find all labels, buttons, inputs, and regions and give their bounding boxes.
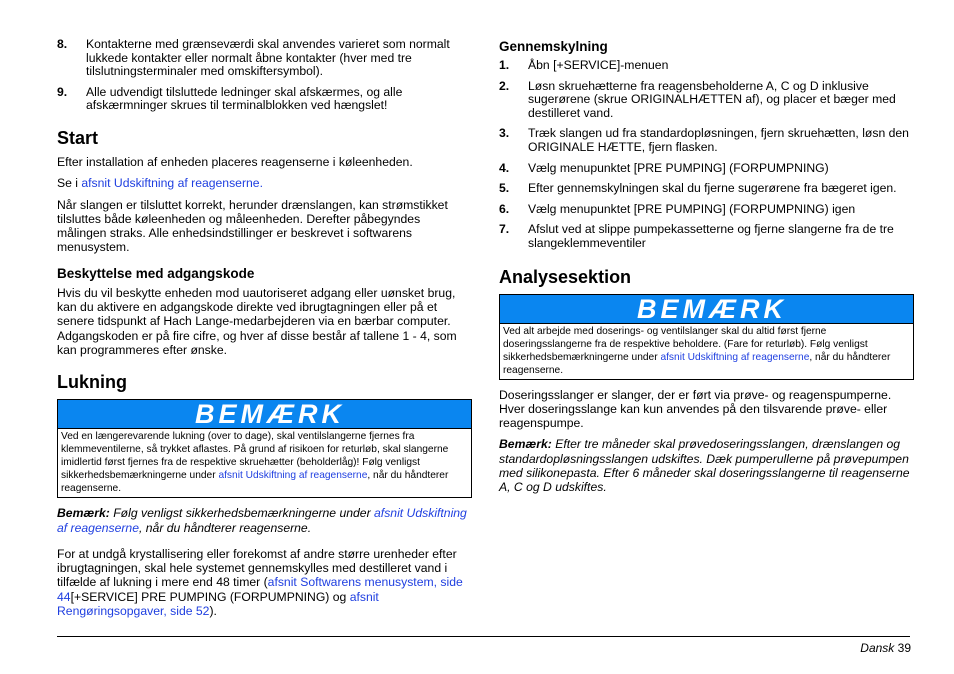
password-protection-paragraph: Hvis du vil beskytte enheden mod uautoriseret adgang eller uønsket brug, kan du aktivere en adgangskode direkte ved ibrugtagningen eller på et senere tidspunkt af Hach Lange-medarbejderen via en bærbar computer. Adgangskoden er på fire cifre, og hver af disse består af tallene 1 - 4, som kan programmeres efter ønske. bbox=[57, 285, 457, 357]
notice-title: BEMÆRK bbox=[58, 400, 471, 429]
list-item bbox=[499, 127, 914, 154]
list-text: Vælg menupunktet [PRE PUMPING] (FORPUMPNING) igen bbox=[528, 201, 856, 216]
list-number: 6. bbox=[499, 201, 510, 216]
list-text: Træk slangen ud fra standardopløsningen, fjern skruehætten, løsn den ORIGINALE HÆTTE, fjern flasken. bbox=[528, 126, 909, 154]
list-number: 9. bbox=[57, 84, 68, 99]
list-text: Kontakterne med grænseværdi skal anvendes varieret som normalt lukkede kontakter eller normalt åbne kontakter (hver med tre tilslutningsterminaler med omskiftersymbol). bbox=[86, 37, 450, 79]
notice-text: Ved alt arbejde med doserings- og ventilslanger skal du altid først fjerne doseringsslangerne fra de respektive beholdere. (Fare for returløb). Følg venligst sikkerhedsbemærkningerne under bbox=[503, 325, 868, 363]
list-text: Vælg menupunktet [PRE PUMPING] (FORPUMPNING) bbox=[528, 160, 829, 175]
list-item bbox=[499, 203, 914, 217]
list-item bbox=[499, 162, 914, 176]
left-column bbox=[57, 38, 472, 625]
cleaning-tasks-link[interactable]: afsnit Rengøringsopgaver, side 52 bbox=[57, 589, 379, 619]
page-footer bbox=[860, 641, 911, 655]
start-paragraph-3: Når slangen er tilsluttet korrekt, herunder drænslangen, kan strømstikket tilsluttes både køleenheden og måleenheden. Derefter påbegyndes målingen straks. Alle enhedsindstillinger er beskrevet i softwarens menusystem. bbox=[57, 197, 448, 255]
list-text: Løsn skruehætterne fra reagensbeholderne A, C og D inklusive sugerørene (skrue ORIGINALHÆTTEN af), og placer et bæger med destilleret vand. bbox=[528, 78, 896, 120]
remark-reagent-link[interactable]: afsnit Udskiftning af reagenserne bbox=[57, 506, 467, 535]
notice-suffix: , når du håndterer reagenserne. bbox=[61, 470, 449, 495]
list-text: Åbn [+SERVICE]-menuen bbox=[528, 58, 669, 72]
list-text: Efter gennemskylningen skal du fjerne sugerørene fra bægeret igen. bbox=[528, 181, 897, 196]
notice-body bbox=[58, 429, 471, 497]
list-number: 3. bbox=[499, 126, 510, 141]
remark-suffix: , når du håndterer reagenserne. bbox=[139, 520, 312, 535]
shutdown-heading: Lukning bbox=[57, 372, 127, 393]
flush-instruction-prefix: For at undgå krystallisering eller forekomst af andre større urenheder efter ibrugtagningen, skal hele systemet gennemskylles med destilleret vand i tilfælde af lukning i mere end 48 timer ( bbox=[57, 546, 457, 590]
numbered-list-top bbox=[57, 38, 472, 113]
flush-instruction-suffix: ). bbox=[209, 604, 217, 619]
notice-suffix: , når du håndterer reagenserne. bbox=[503, 351, 891, 376]
notice-reagent-link[interactable]: afsnit Udskiftning af reagenserne bbox=[218, 470, 368, 482]
list-number: 4. bbox=[499, 160, 510, 175]
list-number: 5. bbox=[499, 181, 510, 196]
right-column bbox=[499, 38, 914, 502]
list-number: 7. bbox=[499, 222, 510, 237]
remark-label: Bemærk: bbox=[57, 506, 110, 521]
start-paragraph-1: Efter installation af enheden placeres reagenserne i køleenheden. bbox=[57, 154, 413, 169]
notice-reagent-link[interactable]: afsnit Udskiftning af reagenserne bbox=[660, 351, 810, 363]
list-item bbox=[499, 182, 914, 196]
start-see-prefix: Se i bbox=[57, 176, 82, 191]
remark-text: Efter tre måneder skal prøvedoseringsslangen, drænslangen og standardopløsningsslangen udskiftes. Dæk pumperullerne på prøvepumpen med silikonepasta. Efter 6 måneder skal doseringsslangerne til reagenserne A, C og D udskiftes. bbox=[499, 437, 910, 495]
list-text: Alle udvendigt tilsluttede ledninger skal afskærmes, og alle afskærmninger skrues til terminalblokken ved hængslet! bbox=[86, 84, 403, 113]
list-item bbox=[57, 38, 472, 79]
remark-paragraph bbox=[499, 437, 914, 494]
flush-instruction-middle: [+SERVICE] PRE PUMPING (FORPUMPNING) og bbox=[70, 589, 350, 604]
notice-body bbox=[500, 324, 913, 379]
flush-instruction-paragraph bbox=[57, 547, 472, 618]
footer-divider bbox=[57, 636, 910, 637]
software-menu-link[interactable]: afsnit Softwarens menusystem, side 44 bbox=[57, 575, 463, 604]
footer-language: Dansk bbox=[860, 641, 895, 655]
password-protection-heading: Beskyttelse med adgangskode bbox=[57, 265, 255, 281]
notice-title: BEMÆRK bbox=[500, 295, 913, 324]
reagent-replacement-link[interactable]: afsnit Udskiftning af reagenserne. bbox=[81, 176, 263, 191]
list-item bbox=[499, 80, 914, 121]
list-text: Afslut ved at slippe pumpekassetterne og fjerne slangerne fra de tre slangeklemmeventiler bbox=[528, 222, 894, 250]
list-item bbox=[57, 86, 472, 113]
dosing-tubes-paragraph: Doseringsslanger er slanger, der er ført via prøve- og reagenspumperne. Hver doseringsslange kan kun anvendes på den tilsvarende prøve- eller reagenspumpe. bbox=[499, 387, 892, 431]
list-item bbox=[499, 59, 914, 73]
list-item bbox=[499, 223, 914, 250]
notice-text: Ved en længerevarende lukning (over to dage), skal ventilslangerne fjernes fra klemmeventilerne, så trykket aflastes. På grund af risikoen for returløb, skal slangerne imidlertid først fjernes fra de respektive skruehætter (beholderlåg)! Følg venligst sikkerhedsbemærkningerne under bbox=[61, 431, 449, 482]
page-number: 39 bbox=[897, 641, 911, 655]
remark-label: Bemærk: bbox=[499, 437, 552, 452]
analysis-section-heading: Analysesektion bbox=[499, 266, 632, 287]
start-paragraph-2 bbox=[57, 176, 472, 190]
flushing-steps-list bbox=[499, 59, 914, 251]
remark-text: Følg venligst sikkerhedsbemærkningerne under bbox=[109, 506, 375, 521]
notice-box bbox=[499, 294, 914, 380]
start-heading: Start bbox=[57, 127, 99, 148]
list-number: 1. bbox=[499, 58, 510, 72]
flushing-heading: Gennemskylning bbox=[499, 39, 608, 54]
remark-paragraph bbox=[57, 506, 472, 535]
list-number: 2. bbox=[499, 78, 510, 93]
notice-box bbox=[57, 399, 472, 498]
list-number: 8. bbox=[57, 37, 68, 51]
